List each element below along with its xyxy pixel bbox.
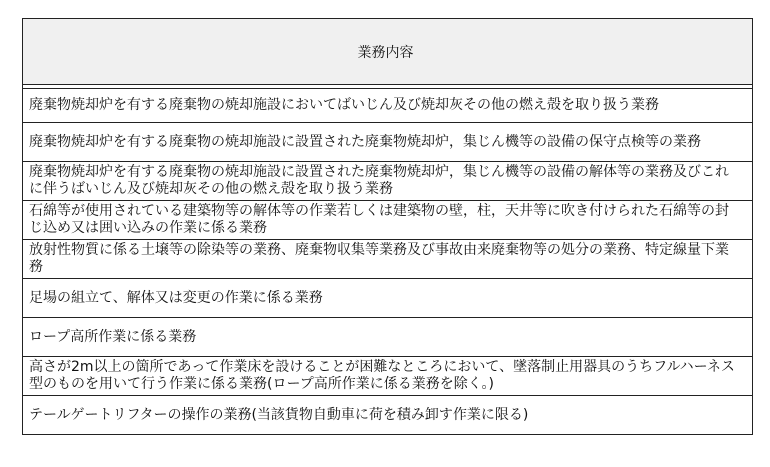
table-row [23,396,753,435]
table-cell: 石綿等が使用されている建築物等の解体等の作業若しくは建築物の壁，柱，天井等に吹き付けられた石綿等の封じ込め又は囲い込みの作業に係る業務 [23,201,753,240]
table-cell: 足場の組立て、解体又は変更の作業に係る業務 [23,279,753,318]
table-header-row [23,19,753,85]
table-row [23,123,753,162]
table-cell: 廃棄物焼却炉を有する廃棄物の焼却施設に設置された廃棄物焼却炉，集じん機等の設備の保守点検等の業務 [23,123,753,162]
table-cell: ロープ高所作業に係る業務 [23,318,753,357]
table-cell: 廃棄物焼却炉を有する廃棄物の焼却施設に設置された廃棄物焼却炉，集じん機等の設備の解体等の業務及びこれに伴うばいじん及び焼却灰その他の燃え殻を取り扱う業務 [23,162,753,201]
table-cell: テールゲートリフターの操作の業務(当該貨物自動車に荷を積み卸す作業に限る) [23,396,753,435]
duties-table [22,18,753,435]
table-cell: 廃棄物焼却炉を有する廃棄物の焼却施設においてばいじん及び焼却灰その他の燃え殻を取り扱う業務 [23,89,753,123]
column-header-duty-content: 業務内容 [23,19,753,85]
table-cell: 高さが2m以上の箇所であって作業床を設けることが困難なところにおいて、墜落制止用器具のうちフルハーネス型のものを用いて行う作業に係る業務(ロープ高所作業に係る業務を除く。) [23,357,753,396]
table-row [23,357,753,396]
table-row [23,318,753,357]
table-row [23,201,753,240]
table-row [23,240,753,279]
table-row [23,162,753,201]
table-row [23,89,753,123]
table-row [23,279,753,318]
table-cell: 放射性物質に係る土壌等の除染等の業務、廃棄物収集等業務及び事故由来廃棄物等の処分の業務、特定線量下業務 [23,240,753,279]
